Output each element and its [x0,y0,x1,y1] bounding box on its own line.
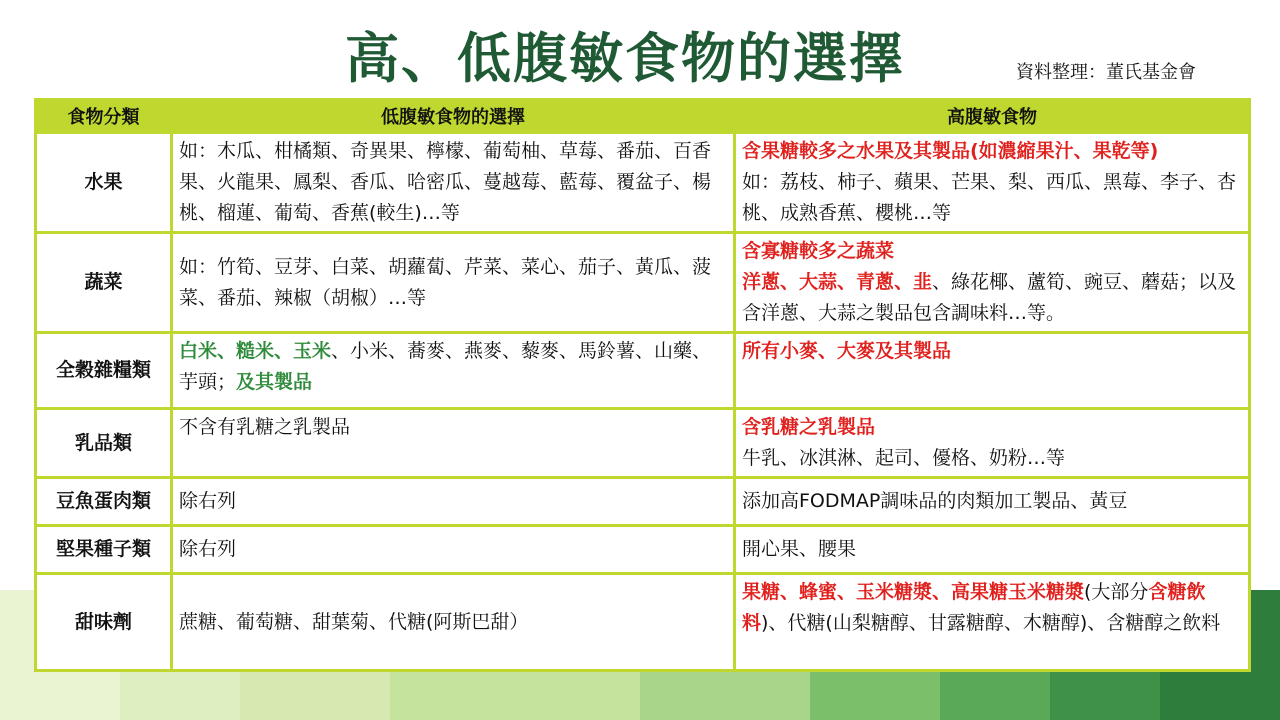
high-red-text: 含果糖較多之水果及其製品(如濃縮果汁、果乾等) [742,140,1159,162]
table-row-sweetener [36,574,1250,671]
low-text: 不含有乳糖之乳製品 [179,416,351,438]
source-note: 資料整理：董氏基金會 [1016,62,1196,83]
header-low: 低腹敏食物的選擇 [172,100,735,133]
high-cell [735,333,1250,409]
high-text: 開心果、腰果 [742,538,857,560]
high-cell [735,233,1250,333]
high-cell [735,133,1250,233]
low-cell [172,333,735,409]
category-cell: 甜味劑 [36,574,172,671]
low-text: 蔗糖、葡萄糖、甜葉菊、代糖(阿斯巴甜） [179,610,529,633]
low-text: 如：木瓜、柑橘類、奇異果、檸檬、葡萄柚、草莓、番茄、百香果、火龍果、鳳梨、香瓜、哈密瓜、蔓越莓、藍莓、覆盆子、楊桃、榴蓮、葡萄、香蕉(較生)…等 [179,140,712,224]
high-text: 、綠花椰、蘆筍、豌豆、蘑菇；以及含洋蔥、大蒜之製品包含調味料…等。 [742,271,1237,324]
category-cell: 水果 [36,133,172,233]
table-row-nuts [36,526,1250,574]
table-row-grain [36,333,1250,409]
high-red-text: 所有小麥、大麥及其製品 [742,340,952,362]
low-cell [172,478,735,526]
table-row-fruit [36,133,1250,233]
low-cell [172,233,735,333]
header-category: 食物分類 [36,100,172,133]
low-text: 如：竹筍、豆芽、白菜、胡蘿蔔、芹菜、菜心、茄子、黃瓜、菠菜、番茄、辣椒（胡椒）…等 [179,255,712,309]
food-table [34,98,1251,672]
category-cell: 全穀雜糧類 [36,333,172,409]
high-cell [735,478,1250,526]
low-cell [172,409,735,478]
low-green-text: 白米、糙米、玉米 [179,340,332,362]
high-red-text: 含糖飲料 [742,581,1206,634]
low-cell [172,574,735,671]
low-text: 除右列 [179,490,237,512]
high-text: 牛乳、冰淇淋、起司、優格、奶粉…等 [742,447,1066,469]
high-red-text: 洋蔥、大蒜、青蔥、韭 [742,271,933,293]
high-text: 添加高FODMAP調味品的肉類加工製品、黃豆 [742,490,1128,512]
table-row-vegetable [36,233,1250,333]
high-text: )、代糖(山梨糖醇、甘露糖醇、木糖醇)、含糖醇之飲料 [761,612,1221,634]
high-cell [735,526,1250,574]
header-high: 高腹敏食物 [735,100,1250,133]
table-row-dairy [36,409,1250,478]
high-cell [735,574,1250,671]
high-red-text: 含寡糖較多之蔬菜 [742,240,895,262]
high-red-text: 果糖、蜂蜜、玉米糖漿、高果糖玉米糖漿 [742,581,1085,603]
low-cell [172,526,735,574]
category-cell: 豆魚蛋肉類 [36,478,172,526]
high-red-text: 含乳糖之乳製品 [742,416,876,438]
page-title: 高、低腹敏食物的選擇 [345,27,905,90]
low-green-text: 及其製品 [236,371,313,393]
high-text: (大部分 [1084,581,1149,603]
category-cell: 蔬菜 [36,233,172,333]
table-row-protein [36,478,1250,526]
high-cell [735,409,1250,478]
category-cell: 堅果種子類 [36,526,172,574]
low-cell [172,133,735,233]
high-text: 如：荔枝、柿子、蘋果、芒果、梨、西瓜、黑莓、李子、杏桃、成熟香蕉、櫻桃…等 [742,171,1237,224]
low-text: 除右列 [179,538,237,560]
low-text: 、小米、蕎麥、燕麥、藜麥、馬鈴薯、山藥、芋頭； [179,340,712,393]
table-header-row [36,100,1250,133]
category-cell: 乳品類 [36,409,172,478]
